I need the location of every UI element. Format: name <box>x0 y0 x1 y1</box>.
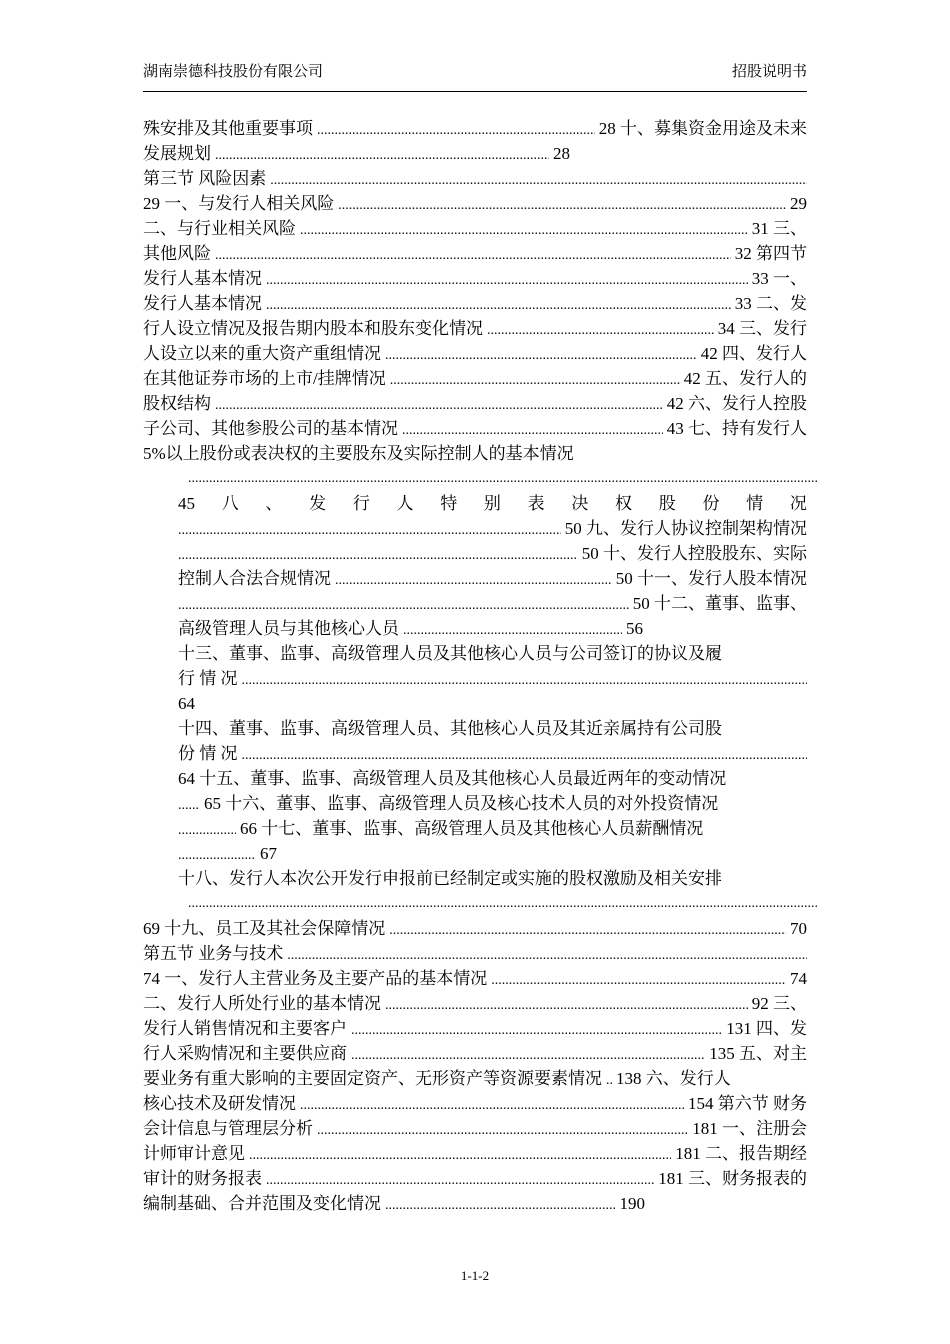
dot-leader <box>249 1143 671 1168</box>
toc-line[interactable] <box>178 566 807 591</box>
toc-line[interactable] <box>178 791 807 816</box>
toc-page-and-next-entry: 56 <box>626 619 643 638</box>
toc-entry-title: 控制人合法合规情况 <box>178 569 331 588</box>
header-divider <box>143 91 807 92</box>
toc-entry-title: 29 一、与发行人相关风险 <box>143 194 335 213</box>
dot-leader <box>385 343 697 368</box>
dot-leader <box>242 668 808 693</box>
toc-line[interactable] <box>143 416 807 441</box>
toc-line[interactable] <box>143 1066 807 1091</box>
toc-line[interactable] <box>143 291 807 316</box>
toc-entry-title: 审计的财务报表 <box>143 1169 262 1188</box>
toc-line[interactable] <box>143 1091 807 1116</box>
toc-entry-title: 核心技术及研发情况 <box>143 1094 296 1113</box>
dot-leader <box>178 818 236 843</box>
toc-line[interactable] <box>143 341 807 366</box>
dot-leader <box>266 293 731 318</box>
toc-page-and-next-entry: 67 <box>260 844 277 863</box>
dot-leader <box>317 118 595 143</box>
header-company-name: 湖南崇德科技股份有限公司 <box>143 63 324 80</box>
dot-leader <box>335 568 612 593</box>
toc-entry-title: 发行人基本情况 <box>143 294 262 313</box>
toc-line[interactable] <box>143 191 807 216</box>
toc-entry-title: 5%以上股份或表决权的主要股东及实际控制人的基本情况 <box>143 444 574 463</box>
toc-entry-title: 第三节 风险因素 <box>143 169 267 188</box>
header-document-type: 招股说明书 <box>731 63 807 80</box>
toc-line[interactable] <box>143 991 807 1016</box>
toc-line[interactable] <box>178 766 807 791</box>
toc-page-and-next-entry: 92 三、 <box>751 994 807 1013</box>
toc-entry-title: 计师审计意见 <box>143 1144 245 1163</box>
toc-page-and-next-entry: 28 <box>553 144 570 163</box>
toc-line[interactable] <box>143 916 807 941</box>
toc-page-and-next-entry: 135 五、对主 <box>709 1044 807 1063</box>
toc-page-and-next-entry: 138 六、发行人 <box>616 1069 731 1088</box>
dot-leader <box>270 168 807 193</box>
toc-entry-title: 行人设立情况及报告期内股本和股东变化情况 <box>143 319 483 338</box>
dot-leader <box>351 1043 705 1068</box>
toc-line[interactable] <box>188 891 817 916</box>
dot-leader <box>178 593 629 618</box>
toc-entry-title: 十四、董事、监事、高级管理人员、其他核心人员及其近亲属持有公司股 <box>178 719 722 738</box>
dot-leader <box>300 1093 684 1118</box>
dot-leader <box>402 418 663 443</box>
toc-line[interactable] <box>143 441 807 466</box>
toc-line[interactable] <box>188 466 817 491</box>
toc-line[interactable] <box>143 966 807 991</box>
dot-leader <box>351 1018 722 1043</box>
toc-page-and-next-entry: 50 十、发行人控股股东、实际 <box>581 544 807 563</box>
toc-page-and-next-entry: 65 十六、董事、监事、高级管理人员及核心技术人员的对外投资情况 <box>204 794 719 813</box>
toc-page-and-next-entry: 181 一、注册会 <box>692 1119 807 1138</box>
toc-entry-title: 行人采购情况和主要供应商 <box>143 1044 347 1063</box>
toc-line[interactable] <box>178 866 807 891</box>
toc-line[interactable] <box>143 1166 807 1191</box>
toc-page-and-next-entry: 42 六、发行人控股 <box>666 394 807 413</box>
dot-leader <box>178 793 200 818</box>
dot-leader <box>188 466 817 491</box>
page-number: 1-1-2 <box>460 1268 490 1283</box>
toc-page-and-next-entry: 32 第四节 <box>734 244 807 263</box>
toc-entry-title: 第五节 业务与技术 <box>143 944 284 963</box>
toc-line[interactable] <box>143 166 807 191</box>
dot-leader <box>242 743 808 768</box>
toc-line[interactable] <box>178 666 807 691</box>
toc-page-and-next-entry: 50 九、发行人协议控制架构情况 <box>564 519 807 538</box>
dot-leader <box>606 1068 612 1093</box>
toc-page-and-next-entry: 28 十、募集资金用途及未来 <box>598 119 807 138</box>
dot-leader <box>317 1118 688 1143</box>
toc-page-and-next-entry: 29 <box>790 194 807 213</box>
dot-leader <box>390 368 680 393</box>
toc-line[interactable] <box>143 241 807 266</box>
toc-entry-title: 十三、董事、监事、高级管理人员及其他核心人员与公司签订的协议及履 <box>178 644 722 663</box>
toc-line[interactable] <box>178 516 807 541</box>
toc-page-and-next-entry: 66 十七、董事、监事、高级管理人员及其他核心人员薪酬情况 <box>240 819 704 838</box>
toc-line[interactable] <box>143 266 807 291</box>
toc-entry-title: 要业务有重大影响的主要固定资产、无形资产等资源要素情况 <box>143 1069 602 1088</box>
toc-line[interactable] <box>143 366 807 391</box>
toc-line[interactable] <box>178 616 643 641</box>
dot-leader <box>491 968 786 993</box>
toc-entry-title: 会计信息与管理层分析 <box>143 1119 313 1138</box>
dot-leader <box>178 843 256 868</box>
toc-line[interactable] <box>143 1116 807 1141</box>
toc-entry-title: 64 十五、董事、监事、高级管理人员及其他核心人员最近两年的变动情况 <box>178 769 727 788</box>
dot-leader <box>403 618 622 643</box>
toc-entry-title: 二、发行人所处行业的基本情况 <box>143 994 381 1013</box>
toc-entry-title: 编制基础、合并范围及变化情况 <box>143 1194 381 1213</box>
toc-page-and-next-entry: 31 三、 <box>751 219 807 238</box>
toc-entry-title: 发行人销售情况和主要客户 <box>143 1019 347 1038</box>
toc-entry-title: 发展规划 <box>143 144 211 163</box>
toc-page-and-next-entry: 154 第六节 财务 <box>688 1094 807 1113</box>
toc-page-and-next-entry: 181 二、报告期经 <box>675 1144 807 1163</box>
toc-page-and-next-entry: 190 <box>619 1194 645 1213</box>
toc-line[interactable] <box>178 591 807 616</box>
toc-line[interactable] <box>143 1191 645 1216</box>
dot-leader <box>188 891 817 916</box>
toc-line[interactable] <box>143 1016 807 1041</box>
toc-entry-title: 十八、发行人本次公开发行申报前已经制定或实施的股权激励及相关安排 <box>178 869 722 888</box>
toc-page-and-next-entry: 33 一、 <box>751 269 807 288</box>
toc-line[interactable] <box>143 1141 807 1166</box>
toc-page-and-next-entry: 181 三、财务报表的 <box>658 1169 807 1188</box>
toc-page-and-next-entry: 50 十二、董事、监事、 <box>632 594 807 613</box>
toc-line[interactable] <box>178 641 807 666</box>
dot-leader <box>385 993 748 1018</box>
toc-page-and-next-entry: 42 四、发行人 <box>700 344 807 363</box>
toc-entry-title: 殊安排及其他重要事项 <box>143 119 313 138</box>
toc-page-and-next-entry: 33 二、发 <box>734 294 807 313</box>
toc-line[interactable] <box>178 491 807 516</box>
toc-page-and-next-entry: 131 四、发 <box>726 1019 807 1038</box>
toc-entry-title: 份 情 况 <box>178 744 238 763</box>
toc-line[interactable] <box>178 716 807 741</box>
toc-entry-title: 在其他证券市场的上市/挂牌情况 <box>143 369 386 388</box>
table-of-contents <box>143 116 807 1216</box>
toc-entry-title: 子公司、其他参股公司的基本情况 <box>143 419 398 438</box>
toc-line[interactable] <box>143 316 807 341</box>
toc-line[interactable] <box>143 216 807 241</box>
toc-entry-title: 高级管理人员与其他核心人员 <box>178 619 399 638</box>
toc-entry-title: 74 一、发行人主营业务及主要产品的基本情况 <box>143 969 488 988</box>
toc-entry-title: 69 十九、员工及其社会保障情况 <box>143 919 386 938</box>
toc-entry-title: 人设立以来的重大资产重组情况 <box>143 344 381 363</box>
toc-entry-title: 其他风险 <box>143 244 211 263</box>
dot-leader <box>178 518 561 543</box>
toc-line[interactable] <box>178 816 807 841</box>
toc-page-and-next-entry: 50 十一、发行人股本情况 <box>615 569 807 588</box>
toc-entry-title: 64 <box>178 694 195 713</box>
toc-entry-title: 二、与行业相关风险 <box>143 219 296 238</box>
dot-leader <box>215 243 731 268</box>
toc-entry-title: 股权结构 <box>143 394 211 413</box>
toc-line[interactable] <box>178 741 807 766</box>
toc-page-and-next-entry: 42 五、发行人的 <box>683 369 807 388</box>
toc-page-and-next-entry: 43 七、持有发行人 <box>666 419 807 438</box>
dot-leader <box>385 1193 616 1218</box>
dot-leader <box>300 218 748 243</box>
dot-leader <box>215 393 663 418</box>
dot-leader <box>215 143 549 168</box>
dot-leader <box>389 918 786 943</box>
dot-leader <box>266 268 748 293</box>
dot-leader <box>266 1168 654 1193</box>
toc-page-and-next-entry: 74 <box>790 969 807 988</box>
toc-line[interactable] <box>143 1041 807 1066</box>
toc-entry-title: 发行人基本情况 <box>143 269 262 288</box>
toc-line[interactable] <box>178 841 277 866</box>
toc-page-and-next-entry: 34 三、发行 <box>717 319 807 338</box>
toc-page-and-next-entry: 70 <box>790 919 807 938</box>
dot-leader <box>338 193 786 218</box>
toc-line[interactable] <box>143 941 807 966</box>
toc-line[interactable] <box>143 116 807 141</box>
toc-line[interactable] <box>178 541 807 566</box>
toc-entry-title: 行 情 况 <box>178 669 238 688</box>
dot-leader <box>287 943 807 968</box>
dot-leader <box>178 543 578 568</box>
toc-entry-title: 45 八 、 发 行 人 特 别 表 决 权 股 份 情 况 <box>178 494 807 513</box>
dot-leader <box>487 318 714 343</box>
toc-line[interactable] <box>143 141 570 166</box>
toc-line[interactable] <box>178 691 807 716</box>
toc-line[interactable] <box>143 391 807 416</box>
